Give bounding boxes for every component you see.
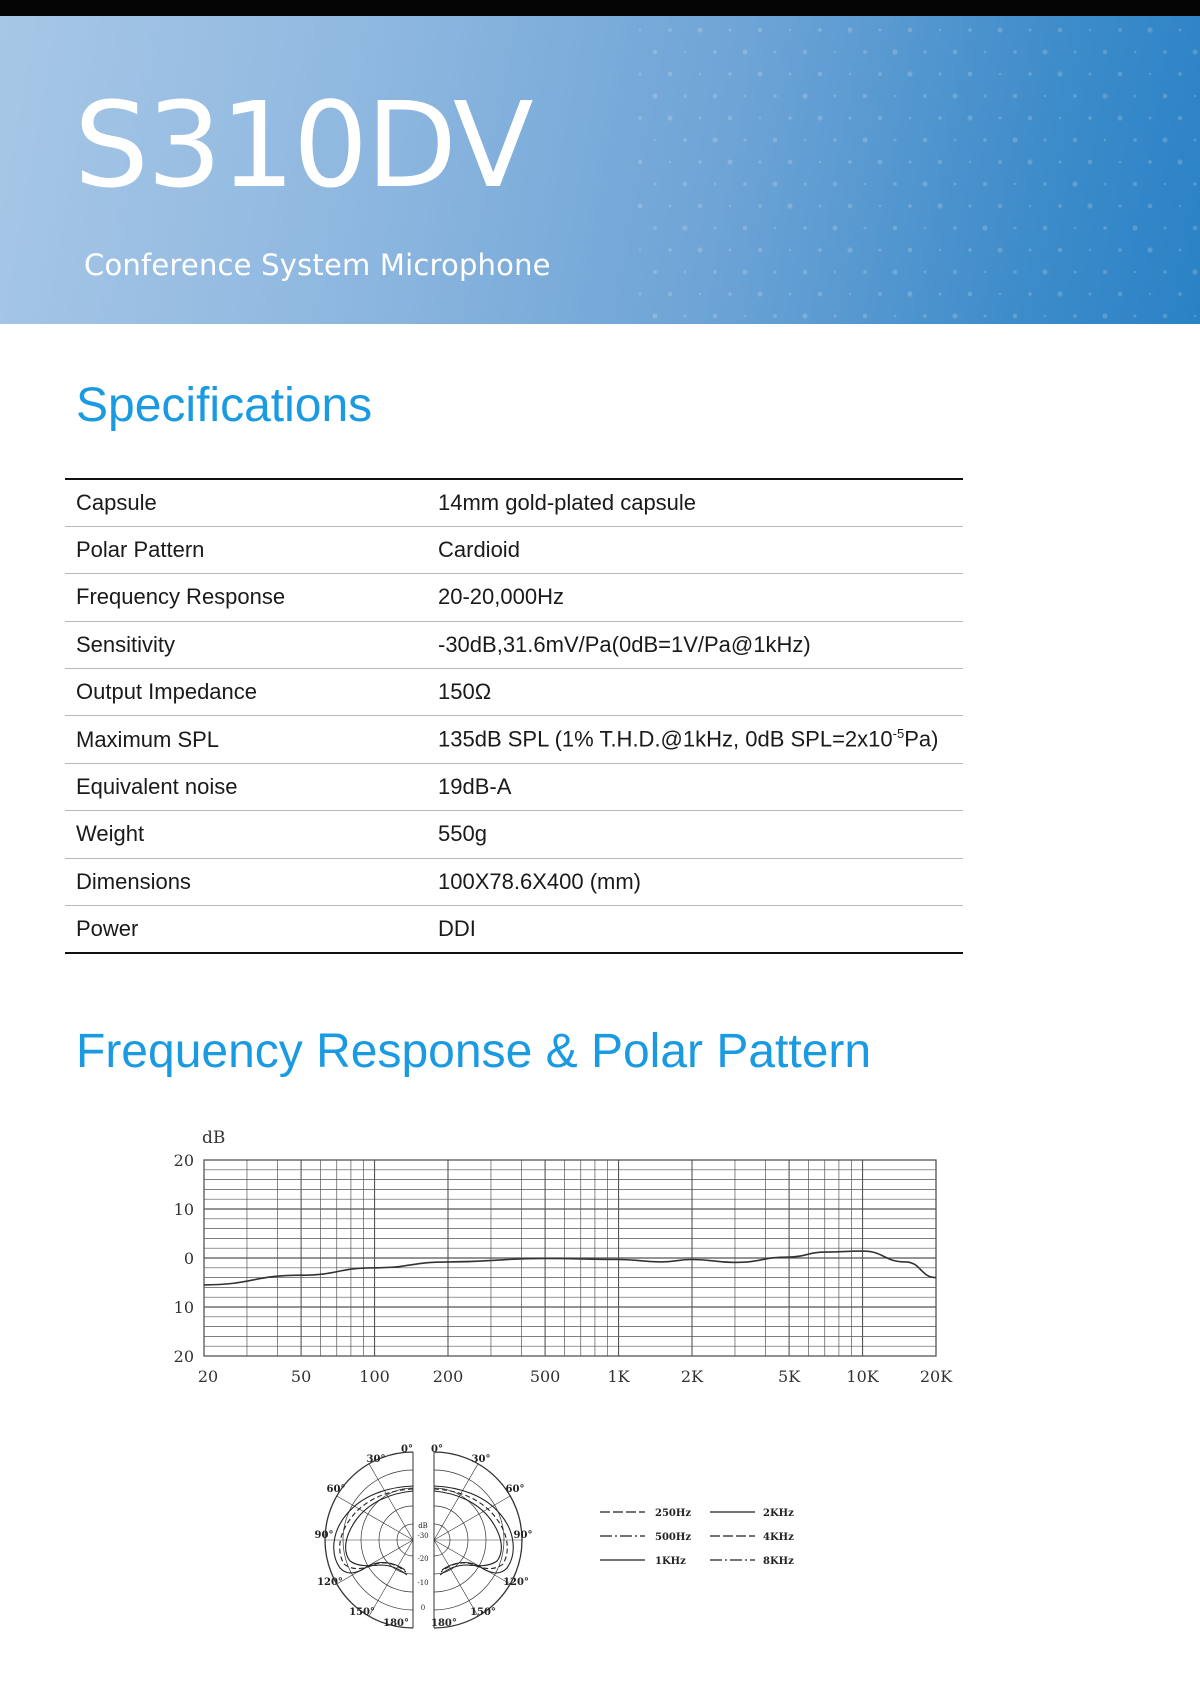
- spec-value: [427, 716, 963, 763]
- table-row: [65, 479, 963, 526]
- y-tick-labels: [174, 1151, 194, 1366]
- spec-value: 19dB-A: [438, 774, 512, 800]
- y-tick-label: 0: [183, 1249, 194, 1268]
- spec-label: Maximum SPL: [76, 726, 220, 752]
- x-tick-label: 5K: [778, 1367, 801, 1386]
- x-tick-labels: [198, 1367, 953, 1386]
- table-row: [65, 574, 963, 621]
- table-row: [65, 716, 963, 763]
- table-row: [65, 621, 963, 668]
- table-row: [65, 858, 963, 905]
- header-banner: [0, 16, 1200, 324]
- spec-value: Cardioid: [438, 537, 520, 563]
- polar-spoke: [337, 1540, 413, 1584]
- polar-label-right: 90°: [513, 1530, 533, 1541]
- spec-label: Output Impedance: [76, 679, 258, 705]
- y-axis-label: dB: [202, 1128, 226, 1148]
- legend-label: 500Hz: [655, 1532, 692, 1543]
- spec-value: 14mm gold-plated capsule: [438, 489, 697, 515]
- spec-label: Capsule: [76, 489, 157, 515]
- legend-label: 2KHz: [763, 1508, 794, 1519]
- spec-value: -30dB,31.6mV/Pa(0dB=1V/Pa@1kHz): [438, 631, 811, 657]
- polar-db-label: 0: [420, 1604, 426, 1612]
- polar-pattern-diagram: [310, 1440, 550, 1640]
- polar-spoke: [369, 1540, 413, 1616]
- polar-label-left: 150°: [349, 1607, 375, 1618]
- legend-label: 8KHz: [763, 1556, 794, 1567]
- x-tick-label: 50: [290, 1367, 312, 1386]
- polar-db-label: -20: [417, 1555, 429, 1563]
- spec-value-unit: Pa): [904, 726, 939, 752]
- polar-legend: [595, 1497, 805, 1567]
- spec-label: Dimensions: [76, 868, 191, 894]
- spec-value: 100X78.6X400 (mm): [438, 868, 641, 894]
- polar-label-right: 30°: [471, 1454, 491, 1465]
- y-tick-label: 10: [173, 1200, 194, 1219]
- top-bar: [0, 0, 1200, 16]
- spec-label: Weight: [76, 821, 145, 847]
- specifications-heading: Specifications: [76, 379, 373, 432]
- table-row: [65, 811, 963, 858]
- spec-value: 150Ω: [438, 679, 492, 705]
- x-tick-label: 2K: [680, 1367, 704, 1386]
- polar-label-left: 120°: [317, 1577, 343, 1588]
- x-tick-label: 10K: [846, 1367, 879, 1386]
- polar-label-left: 90°: [314, 1530, 334, 1541]
- table-row: [65, 763, 963, 810]
- polar-label-right: 60°: [505, 1484, 525, 1495]
- polar-db-label: -10: [417, 1579, 429, 1587]
- table-row: [65, 906, 963, 953]
- polar-label-right: 180°: [431, 1618, 457, 1629]
- polar-db-label: -30: [417, 1532, 429, 1540]
- spec-label: Polar Pattern: [76, 537, 205, 563]
- polar-spoke: [434, 1540, 478, 1616]
- x-tick-label: 20: [197, 1367, 219, 1386]
- legend-label: 4KHz: [763, 1532, 794, 1543]
- spec-label: Frequency Response: [76, 584, 286, 610]
- polar-grid: [325, 1452, 522, 1628]
- spec-value: DDI: [438, 915, 476, 941]
- table-row: [65, 669, 963, 716]
- polar-db-label: dB: [418, 1522, 428, 1530]
- spec-label: Sensitivity: [76, 631, 176, 657]
- x-tick-label: 500: [529, 1367, 561, 1386]
- spec-value-main: 135dB SPL (1% T.H.D.@1kHz, 0dB SPL=2x10: [438, 726, 893, 752]
- spec-value-exponent: -5: [892, 726, 905, 742]
- spec-value: 550g: [438, 821, 487, 847]
- product-subtitle: Conference System Microphone: [84, 248, 551, 282]
- x-tick-label: 100: [359, 1367, 390, 1386]
- y-tick-label: 20: [173, 1347, 194, 1366]
- x-tick-label: 200: [432, 1367, 464, 1386]
- spec-label: Equivalent noise: [76, 774, 238, 800]
- spec-label: Power: [76, 915, 139, 941]
- legend-label: 1KHz: [655, 1556, 686, 1567]
- x-tick-label: 20K: [919, 1367, 953, 1386]
- legend-label: 250Hz: [655, 1508, 692, 1519]
- polar-label-left: 180°: [383, 1618, 409, 1629]
- polar-label-right: 0°: [431, 1444, 443, 1455]
- frequency-response-chart: [160, 1120, 960, 1395]
- x-tick-label: 1K: [607, 1367, 630, 1386]
- frequency-polar-heading: Frequency Response & Polar Pattern: [76, 1025, 872, 1078]
- table-row: [65, 526, 963, 573]
- polar-label-right: 150°: [470, 1607, 496, 1618]
- polar-label-left: 60°: [326, 1484, 346, 1495]
- spec-value: 20-20,000Hz: [438, 584, 564, 610]
- product-title: S310DV: [74, 76, 532, 214]
- spec-table: [65, 478, 963, 954]
- y-tick-label: 10: [173, 1298, 194, 1317]
- polar-label-left: 0°: [401, 1444, 413, 1455]
- polar-spoke: [434, 1540, 510, 1584]
- y-tick-label: 20: [173, 1151, 194, 1170]
- polar-label-right: 120°: [503, 1577, 529, 1588]
- polar-label-left: 30°: [366, 1454, 386, 1465]
